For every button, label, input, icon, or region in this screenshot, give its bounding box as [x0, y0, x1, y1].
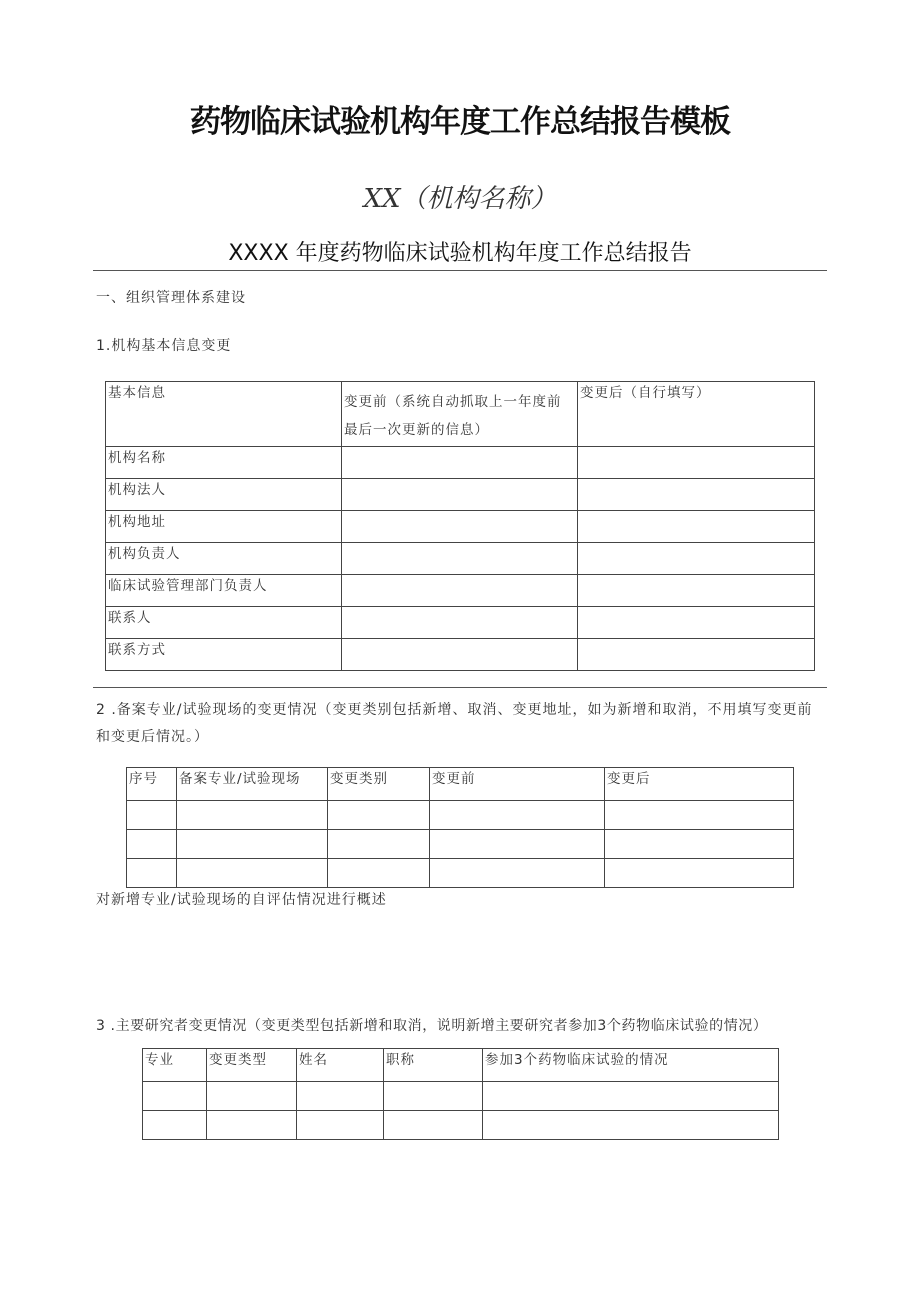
before-value-cell [342, 447, 578, 479]
table-row [127, 859, 794, 888]
table-row [106, 479, 815, 511]
input-cell[interactable] [177, 801, 328, 830]
table-row [106, 543, 815, 575]
input-cell[interactable] [430, 859, 605, 888]
input-cell[interactable] [430, 830, 605, 859]
investigator-change-table [142, 1048, 779, 1140]
after-input-cell[interactable] [578, 479, 815, 511]
header-no: 序号 [127, 768, 177, 801]
after-input-cell[interactable] [578, 639, 815, 671]
header-change-type: 变更类型 [207, 1049, 297, 1082]
header-basic-info: 基本信息 [106, 382, 342, 447]
report-title: XXXX 年度药物临床试验机构年度工作总结报告 [228, 241, 692, 266]
header-trial-participation: 参加3个药物临床试验的情况 [483, 1049, 779, 1082]
row-label: 联系人 [106, 607, 342, 639]
input-cell[interactable] [297, 1111, 384, 1140]
table-header-row [127, 768, 794, 801]
self-assessment-note: 对新增专业/试验现场的自评估情况进行概述 [96, 892, 387, 908]
before-value-cell [342, 479, 578, 511]
after-input-cell[interactable] [578, 511, 815, 543]
input-cell[interactable] [177, 859, 328, 888]
input-cell[interactable] [143, 1111, 207, 1140]
row-label: 联系方式 [106, 639, 342, 671]
input-cell[interactable] [483, 1111, 779, 1140]
before-value-cell [342, 543, 578, 575]
sub1-heading: 1.机构基本信息变更 [96, 338, 232, 354]
header-after: 变更后 [605, 768, 794, 801]
before-value-cell [342, 607, 578, 639]
input-cell[interactable] [605, 859, 794, 888]
sub2-heading: 2 .备案专业/试验现场的变更情况（变更类别包括新增、取消、变更地址，如为新增和取消，不用填写变更前和变更后情况。） [96, 702, 813, 745]
before-value-cell [342, 639, 578, 671]
row-label: 临床试验管理部门负责人 [106, 575, 342, 607]
basic-info-table [105, 381, 815, 671]
input-cell[interactable] [328, 801, 430, 830]
specialty-change-table [126, 767, 794, 888]
input-cell[interactable] [483, 1082, 779, 1111]
row-label: 机构名称 [106, 447, 342, 479]
header-before: 变更前 [430, 768, 605, 801]
after-input-cell[interactable] [578, 447, 815, 479]
header-specialty: 专业 [143, 1049, 207, 1082]
document-title: 药物临床试验机构年度工作总结报告模板 [190, 104, 730, 140]
input-cell[interactable] [127, 801, 177, 830]
input-cell[interactable] [430, 801, 605, 830]
input-cell[interactable] [127, 859, 177, 888]
row-label: 机构负责人 [106, 543, 342, 575]
table-row [127, 801, 794, 830]
table-header-row [106, 382, 815, 447]
table-row [106, 607, 815, 639]
input-cell[interactable] [384, 1082, 483, 1111]
header-change-type: 变更类别 [328, 768, 430, 801]
input-cell[interactable] [207, 1111, 297, 1140]
table-header-row [143, 1049, 779, 1082]
row-label: 机构法人 [106, 479, 342, 511]
after-input-cell[interactable] [578, 543, 815, 575]
row-label: 机构地址 [106, 511, 342, 543]
header-title: 职称 [384, 1049, 483, 1082]
input-cell[interactable] [177, 830, 328, 859]
table-row [127, 830, 794, 859]
section-divider [93, 687, 827, 688]
institution-name-placeholder: XX（机构名称） [363, 184, 557, 214]
sub3-heading: 3 .主要研究者变更情况（变更类型包括新增和取消，说明新增主要研究者参加3个药物临床试验的情况） [96, 1018, 768, 1034]
table-row [106, 447, 815, 479]
header-specialty: 备案专业/试验现场 [177, 768, 328, 801]
input-cell[interactable] [328, 859, 430, 888]
input-cell[interactable] [384, 1111, 483, 1140]
title-divider [93, 270, 827, 271]
before-value-cell [342, 575, 578, 607]
header-before-change: 变更前（系统自动抓取上一年度前最后一次更新的信息） [342, 382, 578, 447]
input-cell[interactable] [127, 830, 177, 859]
input-cell[interactable] [605, 801, 794, 830]
input-cell[interactable] [297, 1082, 384, 1111]
table-row [143, 1082, 779, 1111]
input-cell[interactable] [207, 1082, 297, 1111]
input-cell[interactable] [143, 1082, 207, 1111]
input-cell[interactable] [328, 830, 430, 859]
table-row [143, 1111, 779, 1140]
table-row [106, 511, 815, 543]
input-cell[interactable] [605, 830, 794, 859]
table-row [106, 639, 815, 671]
after-input-cell[interactable] [578, 607, 815, 639]
after-input-cell[interactable] [578, 575, 815, 607]
header-after-change: 变更后（自行填写） [578, 382, 815, 447]
before-value-cell [342, 511, 578, 543]
table-row [106, 575, 815, 607]
section1-heading: 一、组织管理体系建设 [96, 290, 246, 306]
header-name: 姓名 [297, 1049, 384, 1082]
